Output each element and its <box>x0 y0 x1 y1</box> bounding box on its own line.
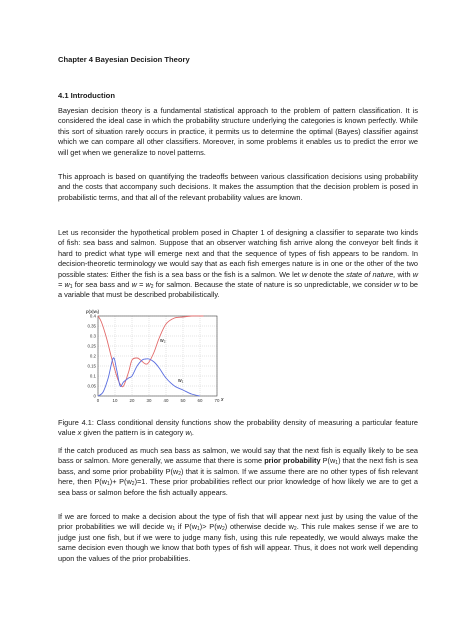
y-tick-label: 0 <box>93 393 96 399</box>
paragraph-decision-rule: If we are forced to make a decision about the type of fish that will appear next just by using the value of the prior probabilities we will decide $w_1$ if $P(w_1)> P(w_2)$ otherwise decide $w_2$. This rule makes sense if we are to judge just one fish, but if we were to judge many fish, using this rule repeatedly, we would always make the same decision even though we know that both types of fish will appear. Thus, it does not work well depending upon the values of the prior probabilities. <box>58 512 418 563</box>
x-tick-label: 70 <box>214 398 220 403</box>
y-axis-label: p(x|wᵢ) <box>86 309 100 314</box>
x-axis-label: x <box>221 397 224 403</box>
x-tick-label: 60 <box>197 398 203 403</box>
x-tick-label: 30 <box>146 398 152 403</box>
x-tick-labels <box>97 398 220 403</box>
y-tick-label: 0.1 <box>89 373 96 379</box>
x-tick-label: 10 <box>112 398 118 403</box>
y-tick-label: 0.2 <box>89 353 96 359</box>
paragraph-intro: Bayesian decision theory is a fundamental statistical approach to the problem of pattern classification. It is considered the ideal case in which the probability structure underlying the categories is known perfectly. While this sort of situation rarely occurs in practice, it permits us to determine the optimal (Bayes) classifier against which we can compare all other classifiers. Moreover, in some problems it enables us to predict the error we will get when we generalize to novel patterns. <box>58 106 418 157</box>
paragraph-fish-problem: Let us reconsider the hypothetical problem posed in Chapter 1 of designing a classifier to separate two kinds of fish: sea bass and salmon. Suppose that an observer watching fish arrive along the conveyor belt finds it hard to predict what type will emerge next and that the sequence of types of fish appears to be random. In decision-theoretic terminology we would say that as each fish emerges nature is in one or the other of the two possible states: Either the fish is a sea bass or the fish is a salmon. We let w denote the state of nature, with $w = w_1$ for sea bass and $w = w_2$ for salmon. Because the state of nature is so unpredictable, we consider w to be a variable that must be described probabilistically. <box>58 228 419 300</box>
x-tick-label: 20 <box>129 398 135 403</box>
y-tick-label: 0.4 <box>89 313 96 319</box>
paragraph-prior-probability: If the catch produced as much sea bass as salmon, we would say that the next fish is equally likely to be sea bass or salmon. More generally, we assume that there is some prior probability $P(w_1)$ that the next fish is sea bass, and some prior probability $P(w_2)$ that it is salmon. If we assume there are no other types of fish relevant here, then $P(w_1)+ P(w_2)=1$. These prior probabilities reflect our prior knowledge of how likely we are to get a sea bass or salmon before the fish actually appears. <box>58 446 419 497</box>
x-tick-label: 40 <box>163 398 169 403</box>
y-tick-label: 0.35 <box>87 323 96 329</box>
paragraph-approach: This approach is based on quantifying the tradeoffs between various classification decisions using probability and the costs that accompany such decisions. It makes the assumption that the decision problem is posed in probabilistic terms, and that all of the relevant probability values are known. <box>58 172 418 202</box>
y-tick-label: 0.05 <box>87 383 96 389</box>
series-label-w2: w₂ <box>160 338 166 344</box>
chart-grid <box>98 316 217 396</box>
x-tick-label: 0 <box>96 398 100 403</box>
section-title: 4.1 Introduction <box>58 91 115 100</box>
chapter-title: Chapter 4 Bayesian Decision Theory <box>58 55 190 64</box>
y-tick-labels <box>87 314 96 399</box>
x-tick-label: 50 <box>180 398 186 403</box>
density-chart <box>78 308 228 414</box>
y-tick-label: 0.25 <box>87 343 96 349</box>
series-label-w1: w₁ <box>178 378 184 384</box>
y-tick-label: 0.15 <box>87 363 96 369</box>
y-tick-label: 0.3 <box>89 333 96 339</box>
plot-frame <box>98 316 217 396</box>
figure-caption: Figure 4.1: Class conditional density functions show the probability density of measuring a particular feature value x given the pattern is in category $w_i$. <box>58 418 418 439</box>
